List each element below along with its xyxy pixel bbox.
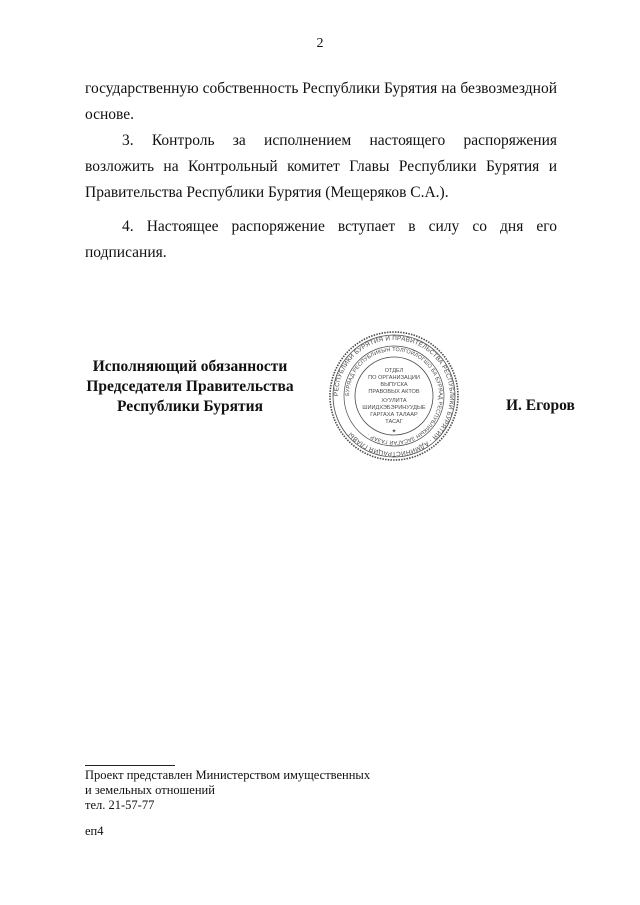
footnote-divider <box>85 765 175 766</box>
seal-outer-textpath: РЕСПУБЛИКИ БУРЯТИЯ И ПРАВИТЕЛЬСТВА РЕСПУБЛИКИ БУРЯТИЯ · АДМИНИСТРАЦИЯ ГЛАВЫ <box>332 334 456 458</box>
seal-star-icon: ✦ <box>391 428 397 435</box>
footnote-line: тел. 21-57-77 <box>85 798 155 812</box>
seal-center-line: ПО ОРГАНИЗАЦИИ <box>368 375 420 381</box>
seal-center-line: ГАРГАХА ТАЛААР <box>370 412 418 418</box>
seal-center-line: ТАСАГ <box>385 419 403 425</box>
page-number: 2 <box>316 36 324 51</box>
signatory-position-line: Республики Бурятия <box>117 398 263 415</box>
paragraph-item-4: 4. Настоящее распоряжение вступает в силу со дня его подписания. <box>85 218 557 261</box>
signatory-position <box>80 357 300 417</box>
signatory-position-line: Исполняющий обязанности <box>92 358 288 375</box>
signer-name: И. Егоров <box>506 397 575 414</box>
paragraph-continuation: государственную собственность Республики Бурятия на безвозмездной основе. <box>85 80 557 123</box>
official-seal <box>328 330 460 462</box>
seal-center-line: ОТДЕЛ <box>384 368 404 374</box>
footnote-line: Проект представлен Министерством имущественных <box>85 768 371 782</box>
document-code: еп4 <box>85 824 104 838</box>
seal-inner-textpath: БУРЯАД РЕСПУБЛИКЫН ТОЛГОЙЛОГШО БА БУРЯАД РЕСПУБЛИКЫН ЗАСАГАЙ ГАЗАР · <box>344 346 444 446</box>
seal-outer-text <box>333 335 455 457</box>
signatory-position-line: Председателя Правительства <box>86 378 294 395</box>
paragraph-item-3: 3. Контроль за исполнением настоящего распоряжения возложить на Контрольный комитет Главы Республики Бурятия и Правительства Республики Бурятия (Мещеряков С.А.). <box>85 132 557 201</box>
seal-center-line: ВЫПУСКА <box>380 382 408 388</box>
seal-center-line: ПРАВОВЫХ АКТОВ <box>368 389 420 395</box>
seal-center-line: ШИИДХЭБЭРИНУУДЫЕ <box>362 405 426 411</box>
footnote <box>85 768 370 813</box>
footnote-line: и земельных отношений <box>85 783 215 797</box>
seal-center-line: ХУУЛИТА <box>381 398 407 404</box>
